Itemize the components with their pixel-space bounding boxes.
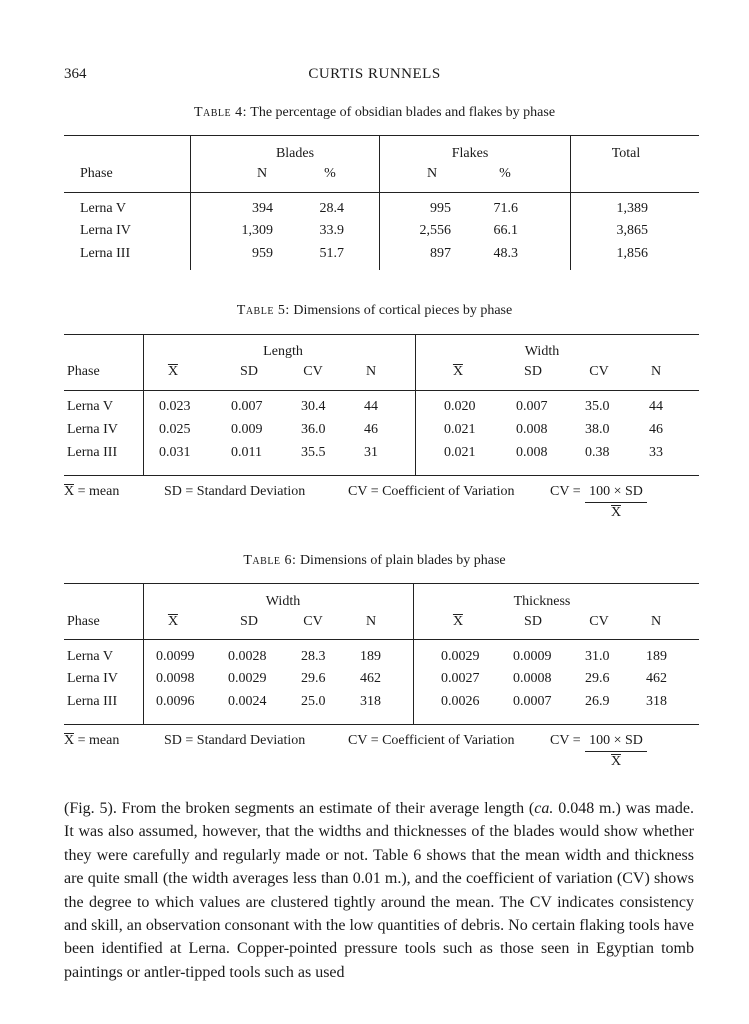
table6-r1-ln: 462 xyxy=(360,671,381,686)
table5-r2-rsd: 0.008 xyxy=(516,445,548,460)
table6-col-width-n: N xyxy=(365,614,377,629)
table5-r0-lsd: 0.007 xyxy=(231,399,263,414)
table5-r1-ln: 46 xyxy=(364,422,378,437)
table6-r1-rcv: 29.6 xyxy=(585,671,610,686)
table4-r2-total: 1,856 xyxy=(616,246,648,261)
table6-r2-rx: 0.0026 xyxy=(441,694,480,709)
table5-cv-formula: $\frac{100 \times SD}{X}$ xyxy=(585,484,647,521)
table4-r2-blades-pct: 51.7 xyxy=(319,246,344,261)
table4-col-blades-n: N xyxy=(256,166,268,181)
table4-col-flakes-pct: % xyxy=(499,166,511,181)
table5-r1-rcv: 38.0 xyxy=(585,422,610,437)
table6-r2-lsd: 0.0024 xyxy=(228,694,267,709)
table6-col-thickness-x: X xyxy=(452,614,464,629)
table5-col-width-sd: SD xyxy=(524,364,542,379)
table6-r2-phase: Lerna III xyxy=(67,694,118,709)
table6-legend-mean: X = mean xyxy=(64,733,120,748)
table5-col-length-n: N xyxy=(365,364,377,379)
table6-legend-formula-lhs: CV = xyxy=(550,733,581,748)
table4-r1-phase: Lerna IV xyxy=(80,223,131,238)
table4-top-rule xyxy=(64,135,699,136)
table4-col-total: Total xyxy=(611,146,641,161)
page-number: 364 xyxy=(64,66,87,82)
table5-col-width-n: N xyxy=(650,364,662,379)
table4-r2-phase: Lerna III xyxy=(80,246,131,261)
table5-col-width-x: X xyxy=(452,364,464,379)
table5-col-width-cv: CV xyxy=(589,364,609,379)
table6-col-phase: Phase xyxy=(67,614,100,629)
table4-col-blades-pct: % xyxy=(324,166,336,181)
table4-col-flakes-n: N xyxy=(426,166,438,181)
table6-r0-rx: 0.0029 xyxy=(441,649,480,664)
table6-r0-ln: 189 xyxy=(360,649,381,664)
table4-header-rule xyxy=(64,192,699,193)
table6-top-rule xyxy=(64,583,699,584)
table4-vrule-2 xyxy=(379,135,380,270)
table5-r1-rsd: 0.008 xyxy=(516,422,548,437)
table5-legend-sd: SD = Standard Deviation xyxy=(164,484,306,499)
table5-r2-rn: 33 xyxy=(649,445,663,460)
table6-r0-rsd: 0.0009 xyxy=(513,649,552,664)
page-header xyxy=(0,66,749,86)
table5-r0-rn: 44 xyxy=(649,399,663,414)
table4-r0-flakes-n: 995 xyxy=(430,201,451,216)
table6-r1-rx: 0.0027 xyxy=(441,671,480,686)
table4-r1-flakes-n: 2,556 xyxy=(419,223,451,238)
table6-col-width-sd: SD xyxy=(240,614,258,629)
table5-header-rule xyxy=(64,390,699,391)
table6-bottom-rule xyxy=(64,724,699,725)
table5-top-rule xyxy=(64,334,699,335)
table6-r2-rcv: 26.9 xyxy=(585,694,610,709)
table5-r0-lcv: 30.4 xyxy=(301,399,326,414)
table4-r0-total: 1,389 xyxy=(616,201,648,216)
table4-r0-blades-n: 394 xyxy=(252,201,273,216)
table6-header-rule xyxy=(64,639,699,640)
table4-r2-blades-n: 959 xyxy=(252,246,273,261)
table5-r0-ln: 44 xyxy=(364,399,378,414)
table5-r2-ln: 31 xyxy=(364,445,378,460)
table5-r1-rx: 0.021 xyxy=(444,422,476,437)
table5-bottom-rule xyxy=(64,475,699,476)
table5-col-length-sd: SD xyxy=(240,364,258,379)
table5-col-length-cv: CV xyxy=(303,364,323,379)
table6-r2-ln: 318 xyxy=(360,694,381,709)
table6-r0-lx: 0.0099 xyxy=(156,649,195,664)
table6-legend-cv: CV = Coefficient of Variation xyxy=(348,733,515,748)
table4-vrule-3 xyxy=(570,135,571,270)
table5-r0-lx: 0.023 xyxy=(159,399,191,414)
table6-cv-formula: $\frac{100 \times SD}{X}$ xyxy=(585,733,647,770)
table4-caption: Table 4: The percentage of obsidian blades and flakes by phase xyxy=(193,105,556,120)
table5-col-length-x: X xyxy=(167,364,179,379)
table6-vrule-2 xyxy=(413,583,414,724)
table4-r2-flakes-n: 897 xyxy=(430,246,451,261)
table4-r0-flakes-pct: 71.6 xyxy=(493,201,518,216)
table4-r1-flakes-pct: 66.1 xyxy=(493,223,518,238)
table6-col-thickness-cv: CV xyxy=(589,614,609,629)
table6-r0-rn: 189 xyxy=(646,649,667,664)
table5-vrule-2 xyxy=(415,334,416,475)
table5-group-length: Length xyxy=(263,344,303,359)
table6-col-width-cv: CV xyxy=(303,614,323,629)
table6-r0-lcv: 28.3 xyxy=(301,649,326,664)
table6-caption: Table 6: Dimensions of plain blades by phase xyxy=(243,553,506,568)
table5-col-phase: Phase xyxy=(67,364,100,379)
table5-r2-rx: 0.021 xyxy=(444,445,476,460)
table5-group-width: Width xyxy=(524,344,560,359)
table6-group-width: Width xyxy=(265,594,301,609)
table6-group-thickness: Thickness xyxy=(513,594,571,609)
table4-group-blades: Blades xyxy=(275,146,315,161)
table5-r1-lcv: 36.0 xyxy=(301,422,326,437)
table4-col-phase: Phase xyxy=(80,166,113,181)
table4-group-flakes: Flakes xyxy=(451,146,489,161)
table6-r0-rcv: 31.0 xyxy=(585,649,610,664)
table5-r2-phase: Lerna III xyxy=(67,445,118,460)
table6-r0-lsd: 0.0028 xyxy=(228,649,267,664)
table5-r2-lsd: 0.011 xyxy=(231,445,262,460)
table6-r1-lx: 0.0098 xyxy=(156,671,195,686)
table6-r2-lcv: 25.0 xyxy=(301,694,326,709)
table5-legend-cv: CV = Coefficient of Variation xyxy=(348,484,515,499)
table6-col-width-x: X xyxy=(167,614,179,629)
running-head: CURTIS RUNNELS xyxy=(308,66,441,82)
table6-r2-rn: 318 xyxy=(646,694,667,709)
table6-legend-sd: SD = Standard Deviation xyxy=(164,733,306,748)
table5-r2-lx: 0.031 xyxy=(159,445,191,460)
table6-r2-rsd: 0.0007 xyxy=(513,694,552,709)
table5-r1-phase: Lerna IV xyxy=(67,422,118,437)
table5-r1-lsd: 0.009 xyxy=(231,422,263,437)
table5-r1-lx: 0.025 xyxy=(159,422,191,437)
table4-r1-total: 3,865 xyxy=(616,223,648,238)
table6-col-thickness-sd: SD xyxy=(524,614,542,629)
table5-caption: Table 5: Dimensions of cortical pieces by phase xyxy=(236,303,513,318)
table5-legend-formula-lhs: CV = xyxy=(550,484,581,499)
table5-r0-rx: 0.020 xyxy=(444,399,476,414)
table5-r2-lcv: 35.5 xyxy=(301,445,326,460)
table5-r1-rn: 46 xyxy=(649,422,663,437)
table4-r0-blades-pct: 28.4 xyxy=(319,201,344,216)
table4-r1-blades-pct: 33.9 xyxy=(319,223,344,238)
table4-r0-phase: Lerna V xyxy=(80,201,126,216)
table6-r2-lx: 0.0096 xyxy=(156,694,195,709)
table6-r1-rsd: 0.0008 xyxy=(513,671,552,686)
table5-r0-phase: Lerna V xyxy=(67,399,113,414)
table4-r1-blades-n: 1,309 xyxy=(241,223,273,238)
table6-r1-rn: 462 xyxy=(646,671,667,686)
table5-r0-rsd: 0.007 xyxy=(516,399,548,414)
table6-r1-lcv: 29.6 xyxy=(301,671,326,686)
table6-r0-phase: Lerna V xyxy=(67,649,113,664)
table5-legend-mean: X = mean xyxy=(64,484,120,499)
table6-vrule-1 xyxy=(143,583,144,724)
table4-vrule-1 xyxy=(190,135,191,270)
table4-r2-flakes-pct: 48.3 xyxy=(493,246,518,261)
table6-col-thickness-n: N xyxy=(650,614,662,629)
table6-r1-phase: Lerna IV xyxy=(67,671,118,686)
table6-r1-lsd: 0.0029 xyxy=(228,671,267,686)
table5-r2-rcv: 0.38 xyxy=(585,445,610,460)
table5-vrule-1 xyxy=(143,334,144,475)
table5-r0-rcv: 35.0 xyxy=(585,399,610,414)
body-paragraph: (Fig. 5). From the broken segments an estimate of their average length (ca. 0.048 m.) was made. It was also assumed, however, that the widths and thicknesses of the blades would show whether they were carefully and regularly made or not. Table 6 shows that the mean width and thickness are quite small (the width averages less than 0.01 m.), and the coefficient of variation (CV) shows the degree to which values are clustered tightly around the mean. The CV indicates consistency and skill, an observation consonant with the low quantities of debris. No certain flaking tools have been identified at Lerna. Copper-pointed pressure tools such as those seen in Egyptian tomb paintings or antler-tipped tools such as used xyxy=(64,800,694,981)
